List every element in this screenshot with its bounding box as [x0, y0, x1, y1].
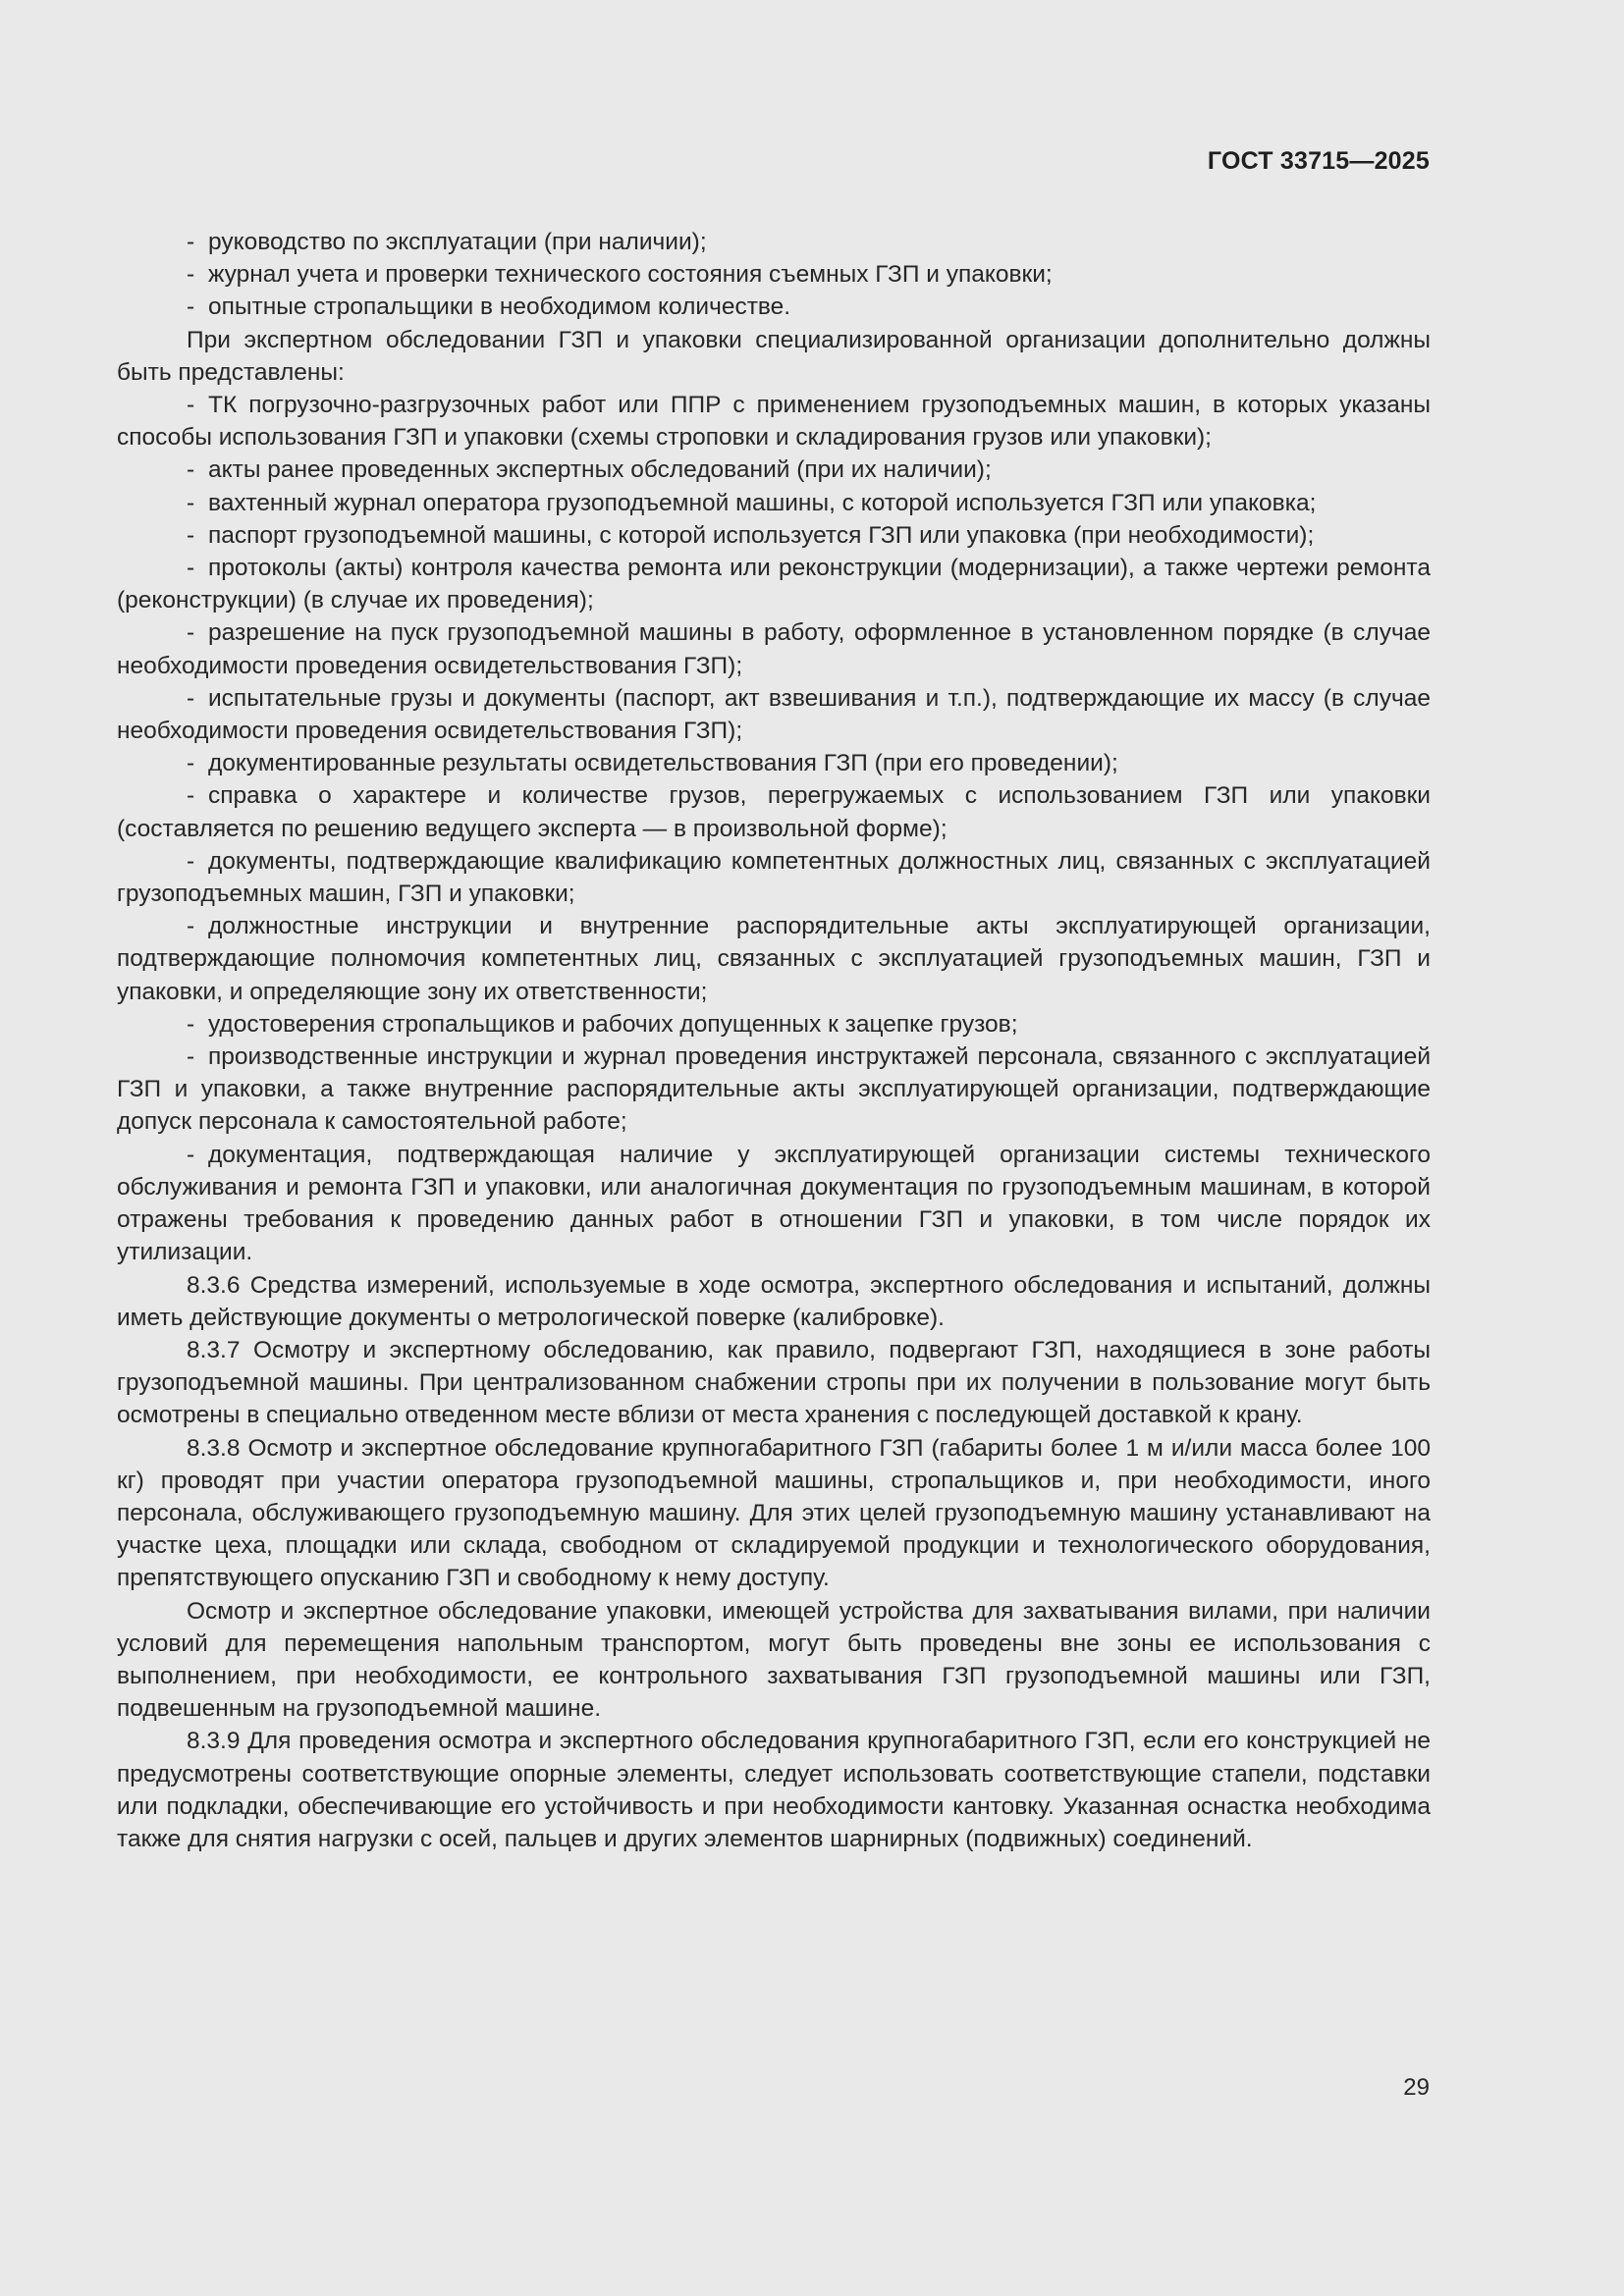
- paragraph: 8.3.6 Средства измерений, используемые в ходе осмотра, экспертного обследования и испытаний, должны иметь действующие документы о метрологической поверке (калибровке).: [117, 1271, 1431, 1331]
- list-item-text: ТК погрузочно-разгрузочных работ или ППР с применением грузоподъемных машин, в которых указаны способы использования ГЗП и упаковки (схемы строповки и складирования грузов или упаковки);: [117, 392, 1431, 452]
- list-item-text: документация, подтверждающая наличие у эксплуатирующей организации системы технического обслуживания и ремонта ГЗП и упаковки, или аналогичная документация по грузоподъемным машинам, в которой отражены требования к проведению данных работ в отношении ГЗП и упаковки, в том числе порядок их утилизации.: [117, 1141, 1431, 1266]
- document-header: ГОСТ 33715—2025: [1207, 147, 1430, 175]
- document-body: [117, 226, 1431, 1855]
- list-bullet-dash: -: [187, 489, 195, 516]
- page-number: 29: [1403, 2074, 1430, 2101]
- list-bullet-dash: -: [187, 294, 195, 321]
- list-item: [117, 258, 1431, 291]
- list-item-text: справка о характере и количестве грузов, перегружаемых с использованием ГЗП или упаковки (составляется по решению ведущего эксперта — в произвольной форме);: [117, 782, 1431, 842]
- list-bullet-dash: -: [187, 261, 195, 289]
- list-item-text: документированные результаты освидетельствования ГЗП (при его проведении);: [208, 750, 1118, 777]
- list-bullet-dash: -: [187, 847, 195, 875]
- list-bullet-dash: -: [187, 456, 195, 484]
- list-item: [117, 454, 1431, 486]
- list-item-text: документы, подтверждающие квалификацию компетентных должностных лиц, связанных с эксплуатацией грузоподъемных машин, ГЗП и упаковки;: [117, 847, 1431, 908]
- paragraph: 8.3.9 Для проведения осмотра и экспертного обследования крупногабаритного ГЗП, если его конструкцией не предусмотрены соответствующие опорные элементы, следует использовать соответствующие стапели, подставки или подкладки, обеспечивающие его устойчивость и при необходимости кантовку. Указанная оснастка необходима также для снятия нагрузки с осей, пальцев и других элементов шарнирных (подвижных) соединений.: [117, 1728, 1431, 1852]
- list-item-text: акты ранее проведенных экспертных обследований (при их наличии);: [208, 456, 992, 484]
- list-bullet-dash: -: [187, 229, 195, 255]
- list-item: [117, 389, 1431, 454]
- list-bullet-dash: -: [187, 750, 195, 777]
- list-item-text: протоколы (акты) контроля качества ремонта или реконструкции (модернизации), а также чертежи ремонта (реконструкции) (в случае их проведения);: [117, 555, 1431, 614]
- list-item: [117, 519, 1431, 552]
- list-bullet-dash: -: [187, 392, 195, 419]
- list-item-text: журнал учета и проверки технического состояния съемных ГЗП и упаковки;: [208, 261, 1053, 289]
- list-bullet-dash: -: [187, 1010, 195, 1038]
- list-item: [117, 291, 1431, 323]
- list-item-text: паспорт грузоподъемной машины, с которой используется ГЗП или упаковка (при необходимости);: [208, 521, 1315, 549]
- paragraph: Осмотр и экспертное обследование упаковки, имеющей устройства для захватывания вилами, при наличии условий для перемещения напольным транспортом, могут быть проведены вне зоны ее использования с выполнением, при необходимости, ее контрольного захватывания ГЗП грузоподъемной машины или ГЗП, подвешенным на грузоподъемной машине.: [117, 1597, 1431, 1723]
- list-item: [117, 1008, 1431, 1041]
- list-bullet-dash: -: [187, 619, 195, 647]
- paragraph: При экспертном обследовании ГЗП и упаковки специализированной организации дополнительно должны быть представлены:: [117, 326, 1431, 386]
- list-item: [117, 1041, 1431, 1139]
- list-item: [117, 1139, 1431, 1269]
- list-item: [117, 226, 1431, 258]
- list-item-text: производственные инструкции и журнал проведения инструктажей персонала, связанного с эксплуатацией ГЗП и упаковки, а также внутренние распорядительные акты эксплуатирующей организации, подтверждающие допуск персонала к самостоятельной работе;: [117, 1043, 1431, 1136]
- list-item: [117, 487, 1431, 519]
- paragraph: 8.3.8 Осмотр и экспертное обследование крупногабаритного ГЗП (габариты более 1 м и/или масса более 100 кг) проводят при участии оператора грузоподъемной машины, стропальщиков и, при необходимости, иного персонала, обслуживающего грузоподъемную машину. Для этих целей грузоподъемную машину устанавливают на участке цеха, площадки или склада, свободном от складируемой продукции и технологического оборудования, препятствующего опусканию ГЗП и свободному к нему доступу.: [117, 1434, 1431, 1592]
- list-item-text: должностные инструкции и внутренние распорядительные акты эксплуатирующей организации, подтверждающие полномочия компетентных лиц, связанных с эксплуатацией грузоподъемных машин, ГЗП и упаковки, и определяющие зону их ответственности;: [117, 913, 1431, 1005]
- list-bullet-dash: -: [187, 684, 195, 712]
- list-item: [117, 616, 1431, 681]
- list-item-text: руководство по эксплуатации (при наличии);: [208, 229, 707, 255]
- list-item-text: испытательные грузы и документы (паспорт, акт взвешивания и т.п.), подтверждающие их массу (в случае необходимости проведения освидетельствования ГЗП);: [117, 684, 1431, 745]
- list-item-text: опытные стропальщики в необходимом количестве.: [208, 294, 791, 321]
- list-bullet-dash: -: [187, 1043, 195, 1071]
- list-item: [117, 552, 1431, 616]
- list-bullet-dash: -: [187, 782, 195, 810]
- list-item-text: разрешение на пуск грузоподъемной машины в работу, оформленное в установленном порядке (в случае необходимости проведения освидетельствования ГЗП);: [117, 619, 1431, 679]
- list-item: [117, 747, 1431, 779]
- list-item-text: вахтенный журнал оператора грузоподъемной машины, с которой используется ГЗП или упаковка;: [208, 489, 1317, 516]
- list-bullet-dash: -: [187, 913, 195, 940]
- list-bullet-dash: -: [187, 555, 195, 582]
- list-bullet-dash: -: [187, 521, 195, 549]
- list-item: [117, 779, 1431, 844]
- list-item: [117, 845, 1431, 910]
- list-item-text: удостоверения стропальщиков и рабочих допущенных к зацепке грузов;: [208, 1010, 1018, 1038]
- paragraph: 8.3.7 Осмотру и экспертному обследованию, как правило, подвергают ГЗП, находящиеся в зоне работы грузоподъемной машины. При централизованном снабжении стропы при их получении в пользование могут быть осмотрены в специально отведенном месте вблизи от места хранения с последующей доставкой к крану.: [117, 1336, 1431, 1429]
- list-item: [117, 682, 1431, 747]
- list-bullet-dash: -: [187, 1141, 195, 1168]
- list-item: [117, 910, 1431, 1008]
